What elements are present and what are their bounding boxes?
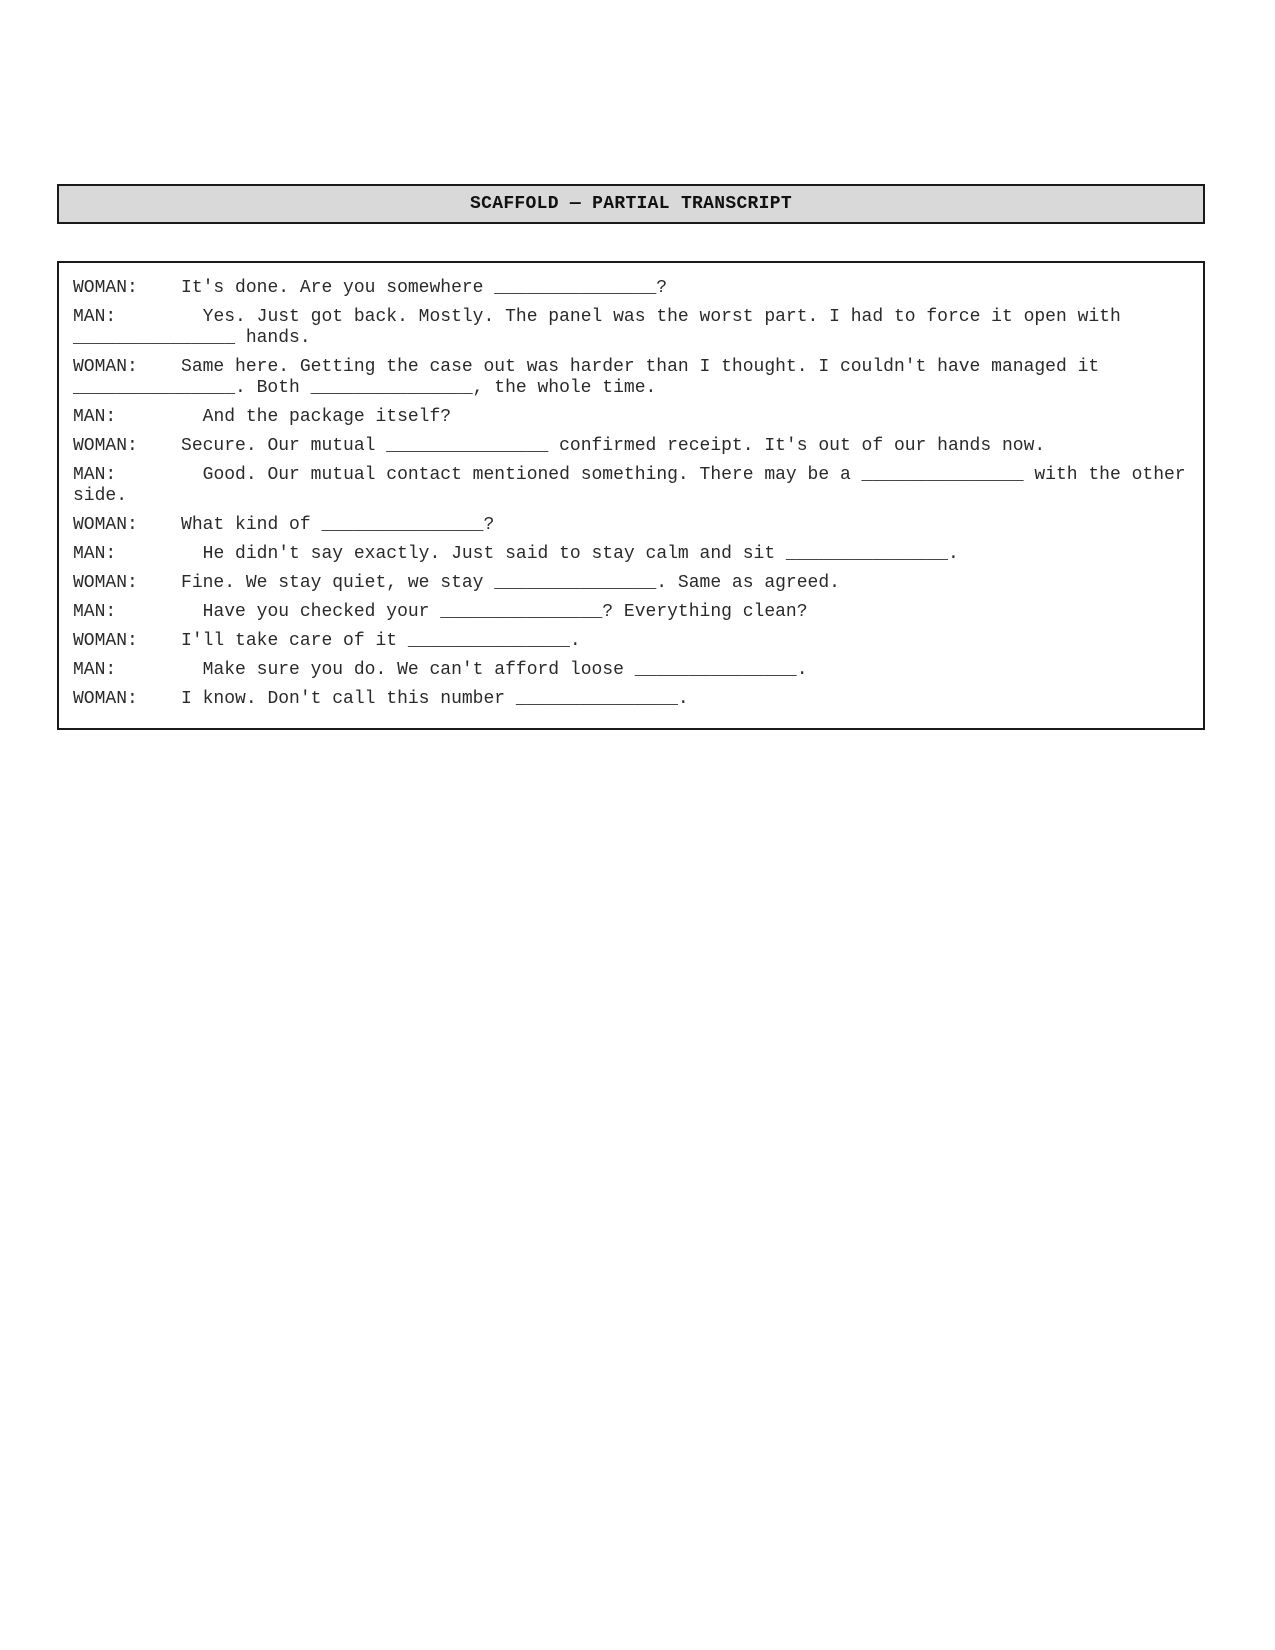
speaker-label: WOMAN: bbox=[73, 278, 138, 298]
speech-text: And the package itself? bbox=[202, 407, 452, 427]
transcript-line bbox=[73, 602, 1189, 623]
speaker-gap bbox=[116, 660, 202, 680]
speaker-gap bbox=[116, 465, 202, 485]
page-title: SCAFFOLD — PARTIAL TRANSCRIPT bbox=[470, 194, 792, 214]
speaker-label: MAN: bbox=[73, 307, 117, 327]
speaker-label: MAN: bbox=[73, 407, 117, 427]
transcript-line bbox=[73, 515, 1189, 536]
speech-text: Same here. Getting the case out was harder than I thought. I couldn't have managed it _______________. Both _______________, the whole time. bbox=[73, 357, 1110, 398]
speech-text: Fine. We stay quiet, we stay _______________. Same as agreed. bbox=[181, 573, 840, 593]
speaker-label: MAN: bbox=[73, 602, 117, 622]
transcript-panel bbox=[57, 261, 1205, 730]
speaker-label: WOMAN: bbox=[73, 689, 138, 709]
speaker-gap bbox=[138, 357, 181, 377]
transcript-line bbox=[73, 465, 1197, 507]
speech-text: Make sure you do. We can't afford loose _______________. bbox=[202, 660, 808, 680]
transcript-line bbox=[73, 407, 1189, 428]
speech-text: It's done. Are you somewhere _______________? bbox=[181, 278, 668, 298]
speaker-gap bbox=[138, 515, 181, 535]
speaker-gap bbox=[116, 407, 202, 427]
speaker-gap bbox=[138, 278, 181, 298]
speaker-gap bbox=[138, 631, 181, 651]
speaker-gap bbox=[138, 436, 181, 456]
speech-text: Have you checked your _______________? Everything clean? bbox=[202, 602, 808, 622]
speaker-gap bbox=[116, 602, 202, 622]
transcript-line bbox=[73, 357, 1189, 399]
speaker-gap bbox=[116, 544, 202, 564]
speaker-label: MAN: bbox=[73, 465, 117, 485]
speaker-gap bbox=[138, 689, 181, 709]
speaker-label: WOMAN: bbox=[73, 631, 138, 651]
transcript-line bbox=[73, 436, 1189, 457]
transcript-line bbox=[73, 278, 1189, 299]
transcript-line bbox=[73, 660, 1189, 681]
speech-text: I know. Don't call this number _______________. bbox=[181, 689, 689, 709]
speech-text: I'll take care of it _______________. bbox=[181, 631, 581, 651]
speaker-label: WOMAN: bbox=[73, 357, 138, 377]
speech-text: What kind of _______________? bbox=[181, 515, 495, 535]
transcript-line bbox=[73, 689, 1189, 710]
speaker-gap bbox=[138, 573, 181, 593]
transcript-header bbox=[57, 184, 1205, 224]
speaker-label: MAN: bbox=[73, 544, 117, 564]
speech-text: Secure. Our mutual _______________ confirmed receipt. It's out of our hands now. bbox=[181, 436, 1046, 456]
speaker-label: MAN: bbox=[73, 660, 117, 680]
transcript-line bbox=[73, 307, 1189, 349]
transcript-line bbox=[73, 631, 1189, 652]
speaker-label: WOMAN: bbox=[73, 573, 138, 593]
speech-text: Good. Our mutual contact mentioned something. There may be a _______________ with the other side. bbox=[73, 465, 1197, 506]
speech-text: He didn't say exactly. Just said to stay calm and sit _______________. bbox=[202, 544, 959, 564]
speaker-gap bbox=[116, 307, 202, 327]
speaker-label: WOMAN: bbox=[73, 515, 138, 535]
transcript-line bbox=[73, 573, 1189, 594]
speaker-label: WOMAN: bbox=[73, 436, 138, 456]
speech-text: Yes. Just got back. Mostly. The panel was the worst part. I had to force it open with _______________ hands. bbox=[73, 307, 1132, 348]
transcript-line bbox=[73, 544, 1189, 565]
